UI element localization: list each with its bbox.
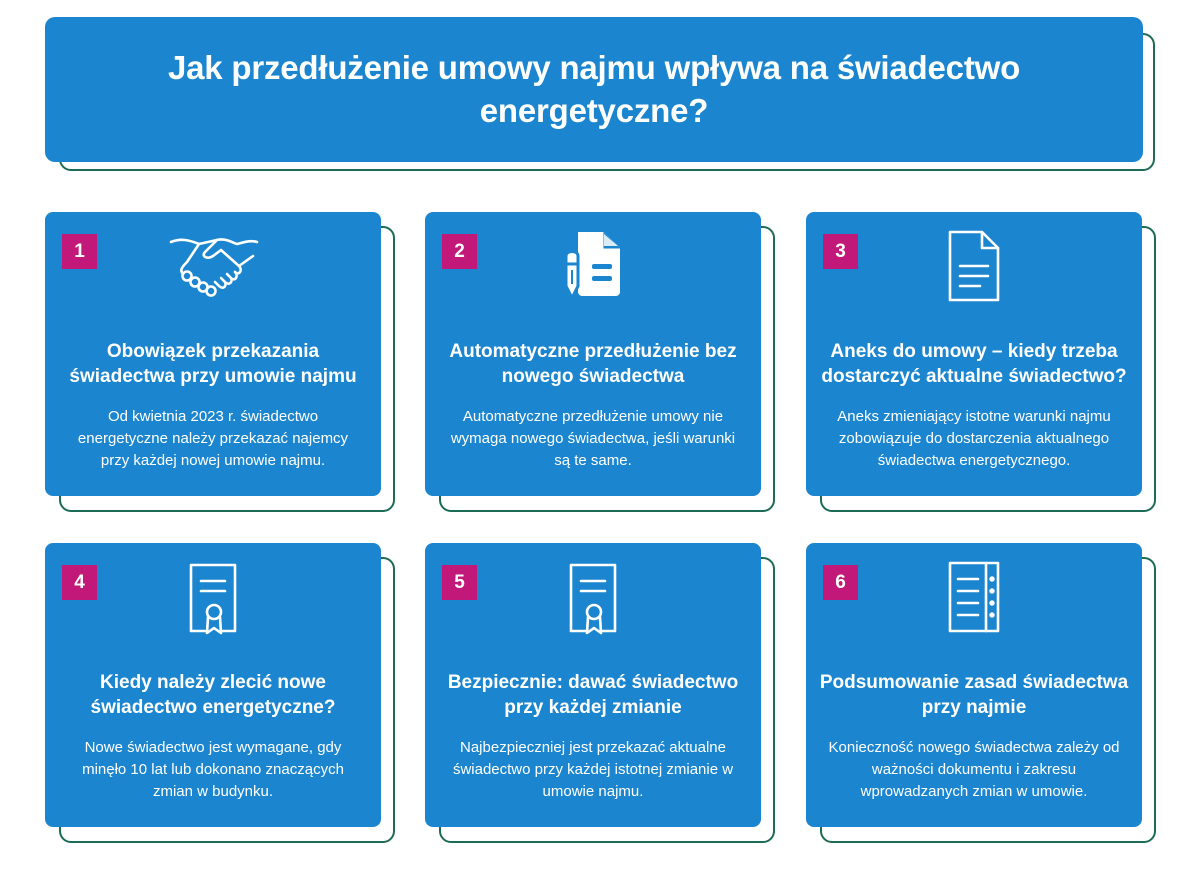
card-title: Aneks do umowy – kiedy trzeba dostarczyć aktualne świadectwo?: [821, 341, 1127, 387]
card-5: [425, 543, 761, 827]
card-title: Podsumowanie zasad świadectwa przy najmie: [819, 672, 1129, 718]
card-description: Aneks zmieniający istotne warunki najmu zobowiązuje do dostarczenia aktualnego świadectwa energetycznego.: [837, 408, 1111, 469]
card-1: [45, 212, 381, 496]
step-number-badge: 2: [442, 234, 477, 269]
card-2: [425, 212, 761, 496]
card-title: Obowiązek przekazania świadectwa przy umowie najmu: [69, 341, 357, 387]
card-description: Nowe świadectwo jest wymagane, gdy minęło 10 lat lub dokonano znaczących zmian w budynku.: [82, 739, 344, 800]
document-icon: [924, 226, 1024, 306]
card-description: Najbezpieczniej jest przekazać aktualne świadectwo przy każdej istotnej zmianie w umowie najmu.: [452, 739, 734, 800]
step-number-badge: 3: [823, 234, 858, 269]
card-6: [806, 543, 1142, 827]
card-description: Od kwietnia 2023 r. świadectwo energetyczne należy przekazać najemcy przy każdej nowej umowie najmu.: [77, 408, 349, 469]
certificate-icon: [543, 557, 643, 637]
card-description: Konieczność nowego świadectwa zależy od ważności dokumentu i zakresu wprowadzanych zmian w umowie.: [828, 739, 1120, 800]
card-title: Bezpiecznie: dawać świadectwo przy każdej zmianie: [447, 672, 739, 718]
step-number-badge: 1: [62, 234, 97, 269]
card-3: [806, 212, 1142, 496]
step-number-badge: 6: [823, 565, 858, 600]
card-title: Kiedy należy zlecić nowe świadectwo energetyczne?: [90, 672, 336, 718]
card-title: Automatyczne przedłużenie bez nowego świadectwa: [449, 341, 737, 387]
document-pen-icon: [543, 226, 643, 306]
checklist-document-icon: [924, 557, 1024, 637]
card-4: [45, 543, 381, 827]
page-title: Jak przedłużenie umowy najmu wpływa na świadectwo energetyczne?: [167, 48, 1021, 129]
certificate-icon: [163, 557, 263, 637]
card-description: Automatyczne przedłużenie umowy nie wymaga nowego świadectwa, jeśli warunki są te same.: [450, 408, 736, 469]
step-number-badge: 5: [442, 565, 477, 600]
header-banner: [45, 17, 1143, 162]
handshake-icon: [163, 226, 263, 306]
step-number-badge: 4: [62, 565, 97, 600]
